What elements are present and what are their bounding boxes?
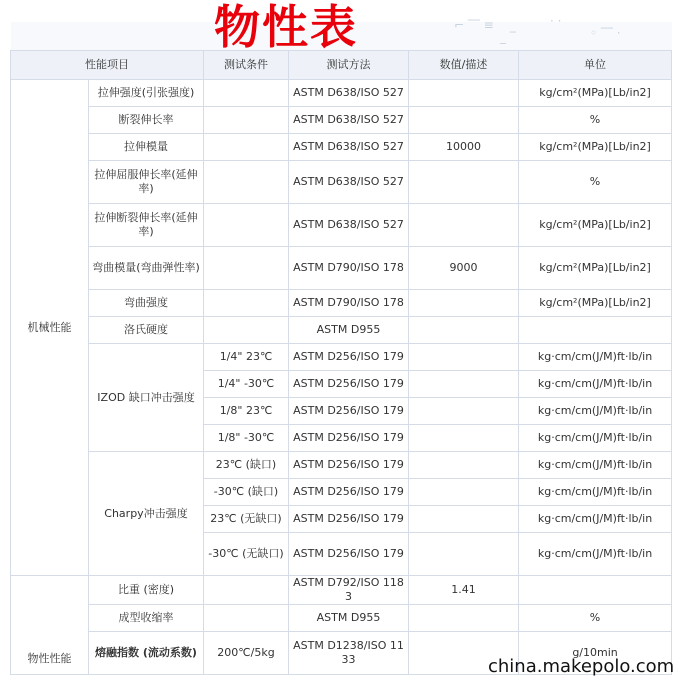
row-item: 拉伸模量 <box>89 134 204 161</box>
row-item: 拉伸屈服伸长率(延伸率) <box>89 161 204 204</box>
row-unit: kg/cm²(MPa)[Lb/in2] <box>519 134 672 161</box>
row-unit: kg·cm/cm(J/M)ft·lb/in <box>519 371 672 398</box>
row-unit: % <box>519 605 672 632</box>
row-unit: kg·cm/cm(J/M)ft·lb/in <box>519 398 672 425</box>
row-method: ASTM D256/ISO 179 <box>289 452 409 479</box>
row-method: ASTM D790/ISO 178 <box>289 290 409 317</box>
row-method: ASTM D638/ISO 527 <box>289 107 409 134</box>
row-item: 成型收缩率 <box>89 605 204 632</box>
table-row <box>11 290 672 317</box>
row-method: ASTM D256/ISO 179 <box>289 425 409 452</box>
row-value <box>409 452 519 479</box>
header-item: 性能项目 <box>11 51 204 80</box>
table-row <box>11 344 672 371</box>
row-value: 1.41 <box>409 576 519 605</box>
row-unit: kg·cm/cm(J/M)ft·lb/in <box>519 344 672 371</box>
header-value: 数值/描述 <box>409 51 519 80</box>
row-method: ASTM D955 <box>289 605 409 632</box>
row-method: ASTM D256/ISO 179 <box>289 506 409 533</box>
row-method: ASTM D256/ISO 179 <box>289 344 409 371</box>
table-header-row <box>11 51 672 80</box>
row-method: ASTM D638/ISO 527 <box>289 161 409 204</box>
row-value <box>409 107 519 134</box>
property-table <box>10 22 675 677</box>
table-row <box>11 134 672 161</box>
row-item: 弯曲强度 <box>89 290 204 317</box>
row-method: ASTM D256/ISO 179 <box>289 371 409 398</box>
row-condition <box>204 605 289 632</box>
row-value <box>409 533 519 576</box>
row-method: ASTM D638/ISO 527 <box>289 134 409 161</box>
row-value <box>409 290 519 317</box>
table-row <box>11 247 672 290</box>
row-condition <box>204 290 289 317</box>
row-condition <box>204 247 289 290</box>
row-value: 10000 <box>409 134 519 161</box>
row-condition: 1/8" -30℃ <box>204 425 289 452</box>
row-value <box>409 425 519 452</box>
row-method: ASTM D1238/ISO 1133 <box>289 632 409 675</box>
row-condition <box>204 134 289 161</box>
row-value <box>409 506 519 533</box>
row-unit <box>519 576 672 605</box>
row-unit: % <box>519 161 672 204</box>
header-unit: 单位 <box>519 51 672 80</box>
row-unit <box>519 317 672 344</box>
row-unit: kg/cm²(MPa)[Lb/in2] <box>519 80 672 107</box>
page-title: 物性表 <box>214 0 358 54</box>
row-unit: kg·cm/cm(J/M)ft·lb/in <box>519 452 672 479</box>
row-value <box>409 371 519 398</box>
izod-item: IZOD 缺口冲击强度 <box>89 344 204 452</box>
row-item: 弯曲模量(弯曲弹性率) <box>89 247 204 290</box>
table-row <box>11 80 672 107</box>
row-value <box>409 605 519 632</box>
row-unit: g/10min <box>519 632 672 675</box>
watermark: china.makepolo.com <box>488 656 675 677</box>
row-condition: -30℃ (无缺口) <box>204 533 289 576</box>
row-unit: % <box>519 107 672 134</box>
row-item: 熔融指数 (流动系数) <box>89 632 204 675</box>
header-method: 测试方法 <box>289 51 409 80</box>
row-value: 9000 <box>409 247 519 290</box>
row-method: ASTM D638/ISO 527 <box>289 80 409 107</box>
row-unit: kg/cm²(MPa)[Lb/in2] <box>519 290 672 317</box>
row-unit: kg·cm/cm(J/M)ft·lb/in <box>519 506 672 533</box>
row-condition: 23℃ (无缺口) <box>204 506 289 533</box>
header-decoration: ⌐ ‾‾ ≡ _ ‾ · · ◦ ‾‾ · <box>454 14 621 44</box>
row-condition: 1/4" -30℃ <box>204 371 289 398</box>
row-item: 断裂伸长率 <box>89 107 204 134</box>
charpy-item: Charpy冲击强度 <box>89 452 204 576</box>
table-row <box>11 161 672 204</box>
table-row <box>11 605 672 632</box>
row-item: 拉伸强度(引张强度) <box>89 80 204 107</box>
row-method: ASTM D256/ISO 179 <box>289 479 409 506</box>
row-unit: kg·cm/cm(J/M)ft·lb/in <box>519 425 672 452</box>
table-row <box>11 317 672 344</box>
row-condition: 200℃/5kg <box>204 632 289 675</box>
row-condition: -30℃ (缺口) <box>204 479 289 506</box>
table-row <box>11 452 672 479</box>
row-value <box>409 479 519 506</box>
row-unit: kg·cm/cm(J/M)ft·lb/in <box>519 479 672 506</box>
row-condition <box>204 161 289 204</box>
row-value <box>409 161 519 204</box>
row-value <box>409 204 519 247</box>
row-condition <box>204 80 289 107</box>
row-condition <box>204 204 289 247</box>
table-row <box>11 107 672 134</box>
header-condition: 测试条件 <box>204 51 289 80</box>
row-condition <box>204 576 289 605</box>
row-method: ASTM D792/ISO 1183 <box>289 576 409 605</box>
group-physical: 物性性能 <box>11 576 89 675</box>
row-condition <box>204 107 289 134</box>
row-method: ASTM D790/ISO 178 <box>289 247 409 290</box>
row-condition: 1/4" 23℃ <box>204 344 289 371</box>
row-value <box>409 317 519 344</box>
row-method: ASTM D955 <box>289 317 409 344</box>
row-unit: kg/cm²(MPa)[Lb/in2] <box>519 204 672 247</box>
row-value <box>409 80 519 107</box>
table-row <box>11 204 672 247</box>
row-method: ASTM D256/ISO 179 <box>289 533 409 576</box>
row-condition: 23℃ (缺口) <box>204 452 289 479</box>
table-row <box>11 576 672 605</box>
row-item: 洛氏硬度 <box>89 317 204 344</box>
row-method: ASTM D638/ISO 527 <box>289 204 409 247</box>
row-value <box>409 344 519 371</box>
row-value <box>409 398 519 425</box>
row-unit: kg/cm²(MPa)[Lb/in2] <box>519 247 672 290</box>
row-item: 拉伸断裂伸长率(延伸率) <box>89 204 204 247</box>
row-unit: kg·cm/cm(J/M)ft·lb/in <box>519 533 672 576</box>
row-item: 比重 (密度) <box>89 576 204 605</box>
row-condition: 1/8" 23℃ <box>204 398 289 425</box>
row-condition <box>204 317 289 344</box>
row-method: ASTM D256/ISO 179 <box>289 398 409 425</box>
group-mechanical: 机械性能 <box>11 80 89 576</box>
